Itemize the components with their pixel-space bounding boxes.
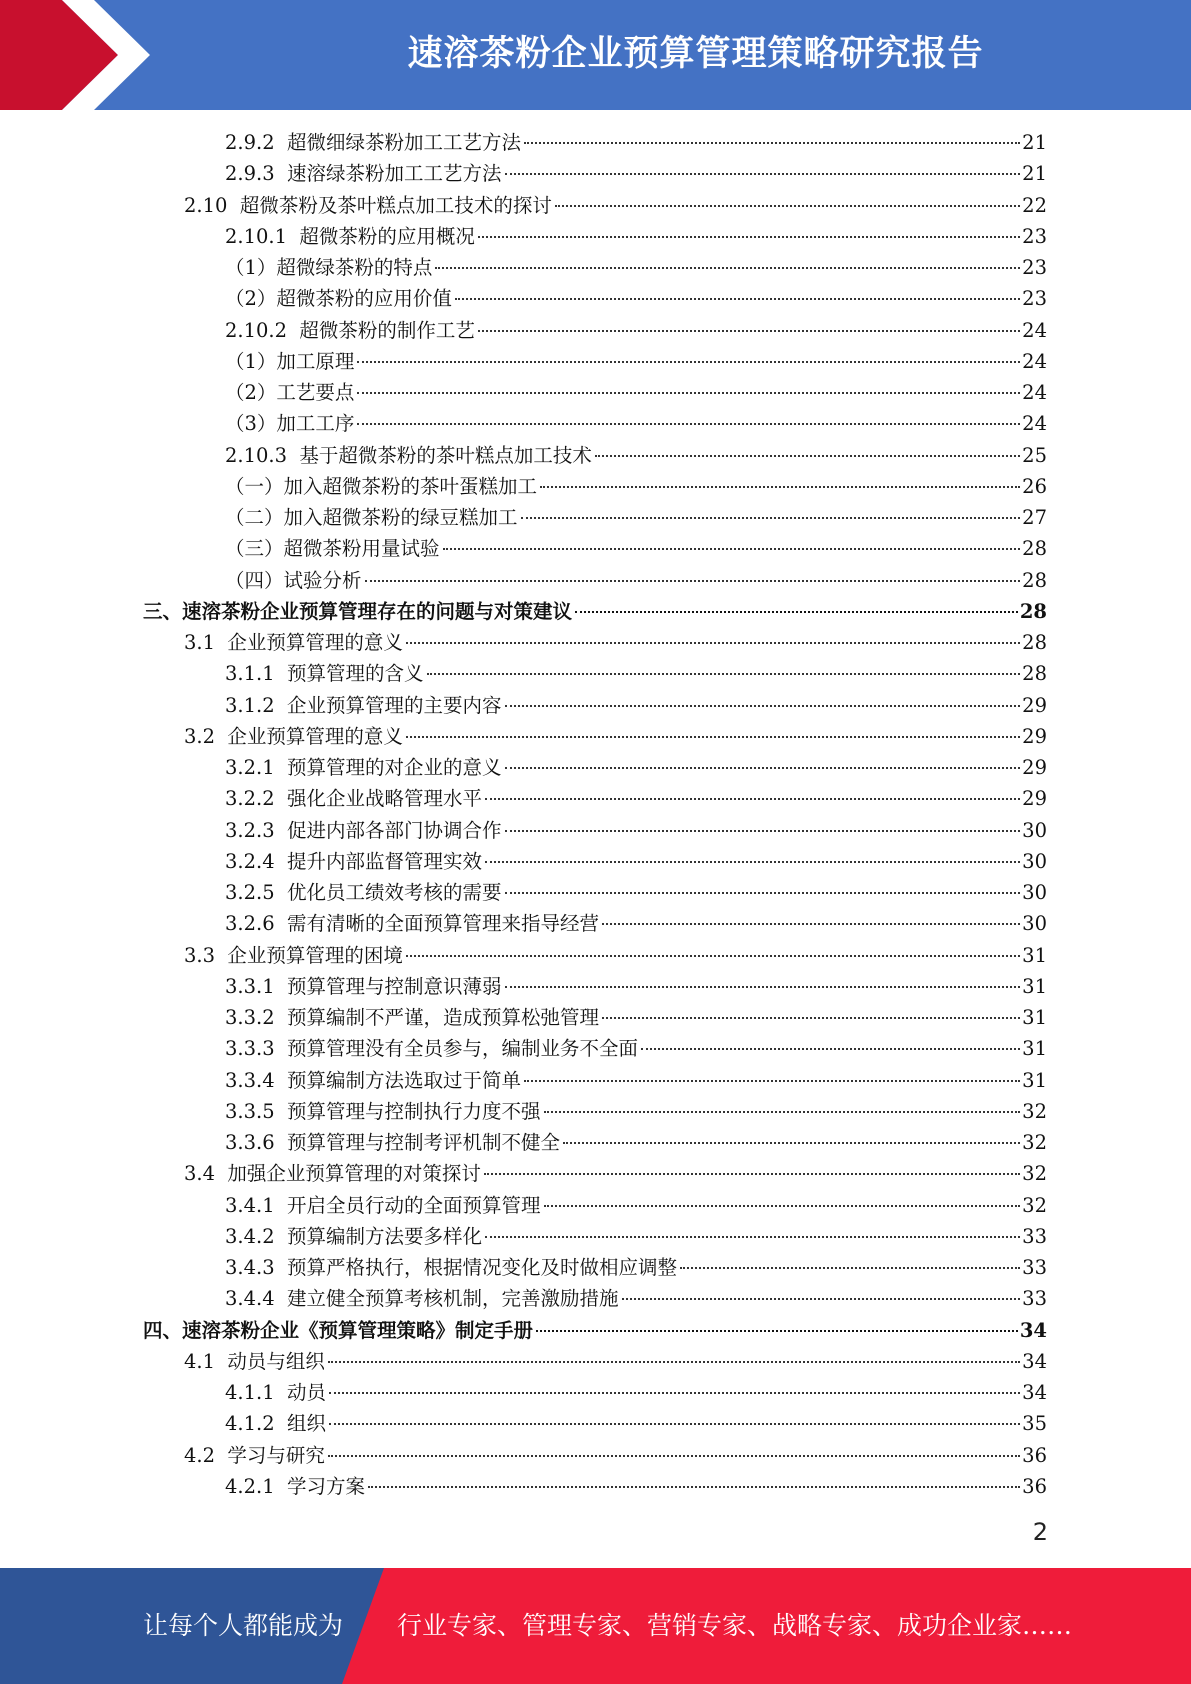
toc-dot-leader	[521, 517, 1021, 519]
toc-entry-title: 四、速溶茶粉企业《预算管理策略》制定手册	[143, 1318, 534, 1342]
toc-entry-title: 4.2.1 学习方案	[225, 1474, 366, 1498]
toc-entry-title: 3.4 加强企业预算管理的对策探讨	[184, 1162, 481, 1186]
toc-dot-leader	[544, 1111, 1021, 1113]
toc-dot-leader	[357, 392, 1020, 394]
toc-dot-leader	[328, 1455, 1020, 1457]
toc-entry[interactable]	[225, 283, 1047, 314]
toc-entry-page: 26	[1022, 474, 1047, 498]
toc-entry-title: 3.4.2 预算编制方法要多样化	[225, 1224, 483, 1248]
toc-entry-page: 30	[1022, 881, 1047, 904]
toc-dot-leader	[505, 767, 1021, 769]
toc-entry[interactable]	[225, 1033, 1047, 1064]
toc-entry-title: 3.4.3 预算严格执行，根据情况变化及时做相应调整	[225, 1256, 678, 1279]
toc-entry[interactable]	[225, 408, 1047, 439]
toc-entry-title: 3.3.5 预算管理与控制执行力度不强	[225, 1099, 541, 1123]
toc-dot-leader	[455, 298, 1020, 300]
toc-dot-leader	[641, 1048, 1020, 1050]
toc-entry[interactable]	[225, 346, 1047, 377]
toc-entry[interactable]	[225, 971, 1047, 1002]
toc-entry[interactable]	[184, 940, 1047, 971]
toc-entry[interactable]	[225, 1190, 1047, 1221]
toc-entry-title: 3.2.5 优化员工绩效考核的需要	[225, 881, 502, 904]
page-number: 2	[1032, 1518, 1048, 1546]
toc-entry[interactable]	[225, 1002, 1047, 1033]
toc-dot-leader	[406, 642, 1020, 644]
toc-dot-leader	[406, 736, 1020, 738]
toc-dot-leader	[524, 1080, 1020, 1082]
toc-entry-page: 23	[1022, 256, 1047, 279]
toc-entry-title: 3.3.6 预算管理与控制考评机制不健全	[225, 1131, 561, 1154]
toc-entry[interactable]	[225, 440, 1047, 471]
toc-entry[interactable]	[225, 1252, 1047, 1283]
toc-dot-leader	[478, 330, 1020, 332]
toc-entry-page: 22	[1022, 193, 1047, 217]
toc-entry[interactable]	[225, 752, 1047, 783]
toc-entry-page: 36	[1022, 1474, 1047, 1498]
toc-dot-leader	[505, 892, 1021, 894]
toc-entry[interactable]	[225, 565, 1047, 596]
toc-entry[interactable]	[225, 533, 1047, 564]
toc-dot-leader	[575, 611, 1018, 613]
toc-entry-title: 2.9.2 超微细绿茶粉加工工艺方法	[225, 131, 522, 154]
toc-dot-leader	[540, 486, 1020, 488]
toc-entry-page: 23	[1022, 287, 1047, 311]
toc-entry[interactable]	[225, 658, 1047, 689]
toc-dot-leader	[505, 830, 1021, 832]
toc-entry-page: 34	[1022, 1349, 1047, 1373]
toc-entry[interactable]	[225, 221, 1047, 252]
toc-entry-page: 30	[1022, 849, 1047, 873]
toc-entry-page: 28	[1022, 631, 1047, 654]
toc-dot-leader	[563, 1142, 1020, 1144]
toc-entry-page: 32	[1022, 1131, 1047, 1154]
toc-entry-page: 35	[1022, 1412, 1047, 1436]
toc-entry[interactable]	[184, 1440, 1047, 1471]
toc-entry[interactable]	[225, 1221, 1047, 1252]
toc-entry-title: 4.1 动员与组织	[184, 1349, 325, 1373]
toc-entry-title: 4.1.1 动员	[225, 1381, 327, 1404]
toc-entry-title: 2.10 超微茶粉及茶叶糕点加工技术的探讨	[184, 193, 552, 217]
toc-dot-leader	[602, 1017, 1020, 1019]
toc-entry-title: 3.3.4 预算编制方法选取过于简单	[225, 1068, 522, 1092]
toc-dot-leader	[357, 423, 1020, 425]
toc-entry[interactable]	[225, 1377, 1047, 1408]
toc-entry-title: 4.2 学习与研究	[184, 1443, 325, 1467]
toc-dot-leader	[544, 1205, 1021, 1207]
toc-entry-title: （四）试验分析	[225, 568, 362, 592]
toc-dot-leader	[622, 1298, 1021, 1300]
toc-entry-title: （2）工艺要点	[225, 381, 355, 404]
toc-entry-title: 3.1.1 预算管理的含义	[225, 662, 424, 686]
toc-entry-page: 34	[1022, 1381, 1047, 1404]
toc-dot-leader	[555, 205, 1020, 207]
toc-entry-title: （一）加入超微茶粉的茶叶蛋糕加工	[225, 474, 538, 498]
toc-entry-page: 31	[1022, 1068, 1047, 1092]
toc-entry-page: 33	[1022, 1256, 1047, 1279]
toc-entry-page: 32	[1022, 1162, 1047, 1186]
toc-entry-page: 30	[1022, 912, 1047, 936]
toc-entry[interactable]	[184, 627, 1047, 658]
toc-dot-leader	[680, 1267, 1020, 1269]
toc-entry[interactable]	[225, 377, 1047, 408]
toc-dot-leader	[485, 798, 1020, 800]
toc-entry-title: 2.10.2 超微茶粉的制作工艺	[225, 318, 475, 342]
toc-entry-title: （三）超微茶粉用量试验	[225, 537, 440, 561]
toc-entry[interactable]	[143, 596, 1047, 627]
toc-dot-leader	[505, 705, 1021, 707]
toc-entry[interactable]	[225, 1096, 1047, 1127]
toc-entry-page: 24	[1022, 318, 1047, 342]
toc-dot-leader	[524, 142, 1020, 144]
toc-entry[interactable]	[184, 1346, 1047, 1377]
toc-entry[interactable]	[225, 690, 1047, 721]
toc-entry[interactable]	[225, 315, 1047, 346]
toc-dot-leader	[505, 173, 1021, 175]
toc-entry-title: 3.4.4 建立健全预算考核机制，完善激励措施	[225, 1287, 619, 1311]
toc-entry-page: 31	[1022, 1037, 1047, 1061]
toc-entry-page: 29	[1022, 693, 1047, 717]
toc-entry-title: 3.2.2 强化企业战略管理水平	[225, 787, 483, 811]
toc-entry-page: 25	[1022, 443, 1047, 467]
toc-dot-leader	[505, 986, 1021, 988]
toc-entry-page: 33	[1022, 1287, 1047, 1311]
toc-entry[interactable]	[184, 190, 1047, 221]
toc-entry-page: 33	[1022, 1224, 1047, 1248]
toc-entry[interactable]	[143, 1315, 1047, 1346]
toc-entry-title: 3.2.4 提升内部监督管理实效	[225, 849, 483, 873]
toc-dot-leader	[406, 955, 1020, 957]
toc-entry-page: 32	[1022, 1099, 1047, 1123]
toc-entry-title: 3.1 企业预算管理的意义	[184, 631, 403, 654]
toc-entry[interactable]	[225, 502, 1047, 533]
toc-entry-page: 29	[1022, 756, 1047, 779]
toc-entry[interactable]	[225, 158, 1047, 189]
toc-dot-leader	[485, 861, 1020, 863]
toc-entry-title: 3.3 企业预算管理的困境	[184, 943, 403, 967]
page-footer	[0, 1568, 1191, 1684]
toc-entry[interactable]	[225, 846, 1047, 877]
toc-entry-page: 36	[1022, 1443, 1047, 1467]
footer-slogan-right: 行业专家、管理专家、营销专家、战略专家、成功企业家……	[397, 1611, 1073, 1640]
toc-entry-title: 4.1.2 组织	[225, 1412, 327, 1436]
toc-entry-page: 32	[1022, 1193, 1047, 1217]
toc-dot-leader	[478, 236, 1020, 238]
toc-entry-title: 2.9.3 速溶绿茶粉加工工艺方法	[225, 162, 502, 186]
toc-entry[interactable]	[225, 127, 1047, 158]
toc-dot-leader	[329, 1392, 1020, 1394]
page-header	[0, 0, 1191, 110]
toc-entry-title: 3.2.1 预算管理的对企业的意义	[225, 756, 502, 779]
toc-entry[interactable]	[225, 1408, 1047, 1439]
toc-entry-page: 34	[1019, 1318, 1047, 1342]
toc-entry-page: 21	[1022, 131, 1047, 154]
toc-dot-leader	[484, 1173, 1020, 1175]
toc-entry-page: 31	[1022, 974, 1047, 998]
toc-entry-page: 28	[1022, 662, 1047, 686]
toc-entry[interactable]	[225, 1127, 1047, 1158]
toc-dot-leader	[536, 1330, 1018, 1332]
toc-dot-leader	[485, 1236, 1020, 1238]
toc-dot-leader	[602, 923, 1020, 925]
toc-entry-page: 28	[1022, 568, 1047, 592]
toc-entry[interactable]	[225, 877, 1047, 908]
toc-dot-leader	[365, 580, 1021, 582]
toc-entry-page: 31	[1022, 943, 1047, 967]
toc-entry-page: 21	[1022, 162, 1047, 186]
toc-entry[interactable]	[225, 1065, 1047, 1096]
toc-entry-page: 23	[1022, 224, 1047, 248]
toc-dot-leader	[368, 1486, 1020, 1488]
toc-entry-title: 3.4.1 开启全员行动的全面预算管理	[225, 1193, 541, 1217]
toc-dot-leader	[328, 1361, 1020, 1363]
toc-entry[interactable]	[225, 252, 1047, 283]
toc-entry-page: 27	[1022, 506, 1047, 529]
toc-entry[interactable]	[225, 471, 1047, 502]
toc-dot-leader	[595, 455, 1020, 457]
toc-entry-page: 24	[1022, 381, 1047, 404]
toc-dot-leader	[329, 1423, 1020, 1425]
toc-entry-page: 28	[1019, 599, 1047, 623]
toc-entry-title: 3.3.1 预算管理与控制意识薄弱	[225, 974, 502, 998]
toc-entry-title: （1）加工原理	[225, 349, 355, 373]
toc-dot-leader	[435, 267, 1020, 269]
toc-entry[interactable]	[184, 1158, 1047, 1189]
toc-entry-title: 3.3.2 预算编制不严谨，造成预算松弛管理	[225, 1006, 600, 1029]
toc-entry-page: 30	[1022, 818, 1047, 842]
toc-entry-page: 28	[1022, 537, 1047, 561]
toc-entry-title: 3.3.3 预算管理没有全员参与，编制业务不全面	[225, 1037, 639, 1061]
toc-entry-title: （二）加入超微茶粉的绿豆糕加工	[225, 506, 518, 529]
toc-entry-title: 3.2 企业预算管理的意义	[184, 724, 403, 748]
toc-entry-title: （1）超微绿茶粉的特点	[225, 256, 433, 279]
toc-entry-title: 3.2.6 需有清晰的全面预算管理来指导经营	[225, 912, 600, 936]
toc-entry-page: 29	[1022, 787, 1047, 811]
toc-entry[interactable]	[225, 783, 1047, 814]
toc-entry[interactable]	[184, 721, 1047, 752]
toc-entry[interactable]	[225, 908, 1047, 939]
toc-entry[interactable]	[225, 1471, 1047, 1502]
toc-entry-title: 3.2.3 促进内部各部门协调合作	[225, 818, 502, 842]
toc-dot-leader	[357, 361, 1020, 363]
footer-slogan-left: 让每个人都能成为	[143, 1611, 344, 1640]
toc-entry[interactable]	[225, 815, 1047, 846]
report-title: 速溶茶粉企业预算管理策略研究报告	[407, 34, 984, 74]
toc-entry-title: （2）超微茶粉的应用价值	[225, 287, 452, 311]
toc-dot-leader	[427, 673, 1021, 675]
toc-entry-page: 24	[1022, 412, 1047, 436]
toc-entry-title: 2.10.1 超微茶粉的应用概况	[225, 224, 475, 248]
toc-entry-title: （3）加工工序	[225, 412, 355, 436]
toc-entry-page: 31	[1022, 1006, 1047, 1029]
toc-entry-page: 24	[1022, 349, 1047, 373]
toc-entry-title: 三、速溶茶粉企业预算管理存在的问题与对策建议	[143, 599, 573, 623]
toc-entry[interactable]	[225, 1283, 1047, 1314]
toc-entry-title: 3.1.2 企业预算管理的主要内容	[225, 693, 502, 717]
toc-entry-title: 2.10.3 基于超微茶粉的茶叶糕点加工技术	[225, 443, 592, 467]
toc-dot-leader	[443, 548, 1021, 550]
toc-entry-page: 29	[1022, 724, 1047, 748]
